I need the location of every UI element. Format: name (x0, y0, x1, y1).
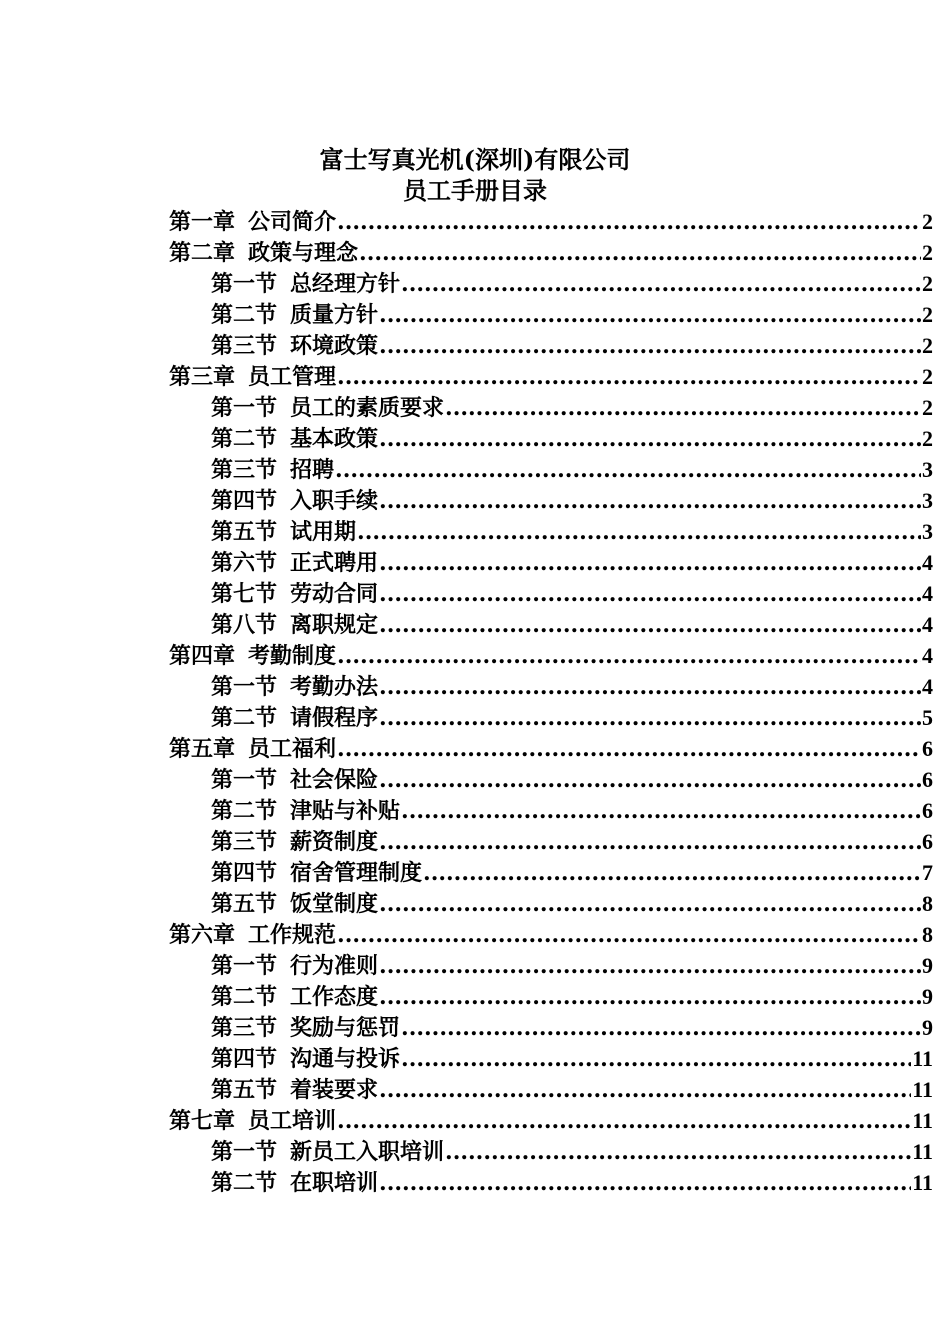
toc-leader-dots (379, 331, 921, 362)
toc-entry-section[interactable] (0, 857, 933, 888)
toc-entry-number: 第一节 (211, 953, 278, 979)
toc-entry-section[interactable] (0, 1012, 933, 1043)
toc-entry-page-number: 8 (922, 891, 933, 916)
table-of-contents (0, 206, 950, 1198)
toc-entry-label (211, 1137, 444, 1168)
toc-entry-title: 离职规定 (290, 612, 379, 638)
toc-entry-label (211, 982, 378, 1013)
toc-entry-page-number: 8 (922, 922, 933, 947)
toc-entry-number: 第一章 (169, 209, 236, 235)
document-title: 富士写真光机(深圳)有限公司 (319, 145, 631, 174)
toc-entry-section[interactable] (0, 702, 933, 733)
toc-leader-dots (379, 703, 921, 734)
toc-entry-number: 第七节 (211, 581, 278, 607)
toc-entry-label (211, 672, 378, 703)
toc-entry-label (211, 331, 378, 362)
toc-entry-chapter[interactable] (0, 206, 933, 237)
toc-entry-number: 第一节 (211, 767, 278, 793)
toc-entry-title: 社会保险 (290, 767, 379, 793)
toc-entry-page-number: 9 (922, 953, 933, 978)
toc-entry-section[interactable] (0, 1074, 933, 1105)
toc-entry-page-number: 2 (922, 364, 933, 389)
toc-entry-title: 入职手续 (290, 488, 379, 514)
toc-entry-title: 员工培训 (248, 1108, 337, 1134)
toc-entry-number: 第四章 (169, 643, 236, 669)
toc-entry-title: 请假程序 (290, 705, 379, 731)
toc-leader-dots (401, 1044, 911, 1075)
toc-entry-section[interactable] (0, 392, 933, 423)
toc-entry-section[interactable] (0, 764, 933, 795)
toc-leader-dots (379, 486, 921, 517)
toc-entry-section[interactable] (0, 423, 933, 454)
toc-entry-label (169, 920, 336, 951)
toc-entry-section[interactable] (0, 268, 933, 299)
toc-entry-title: 着装要求 (290, 1077, 379, 1103)
toc-entry-section[interactable] (0, 299, 933, 330)
toc-entry-page-number: 2 (922, 271, 933, 296)
toc-leader-dots (379, 1075, 911, 1106)
toc-leader-dots (379, 951, 921, 982)
toc-leader-dots (445, 393, 921, 424)
toc-entry-number: 第四节 (211, 1046, 278, 1072)
toc-entry-section[interactable] (0, 1043, 933, 1074)
toc-entry-chapter[interactable] (0, 733, 933, 764)
toc-entry-section[interactable] (0, 888, 933, 919)
toc-leader-dots (379, 827, 921, 858)
toc-leader-dots (379, 672, 921, 703)
toc-entry-section[interactable] (0, 826, 933, 857)
toc-entry-title: 行为准则 (290, 953, 379, 979)
toc-entry-label (211, 1044, 400, 1075)
toc-entry-page-number: 11 (912, 1139, 933, 1164)
toc-leader-dots (337, 362, 921, 393)
toc-leader-dots (379, 548, 921, 579)
toc-leader-dots (401, 796, 921, 827)
toc-entry-label (211, 300, 378, 331)
toc-entry-number: 第一节 (211, 1139, 278, 1165)
toc-entry-label (211, 579, 378, 610)
toc-entry-chapter[interactable] (0, 640, 933, 671)
toc-entry-page-number: 3 (922, 519, 933, 544)
toc-leader-dots (379, 424, 921, 455)
toc-entry-number: 第三节 (211, 333, 278, 359)
toc-entry-section[interactable] (0, 795, 933, 826)
toc-entry-page-number: 5 (922, 705, 933, 730)
toc-entry-number: 第三节 (211, 457, 278, 483)
toc-entry-number: 第二节 (211, 705, 278, 731)
toc-entry-label (169, 734, 336, 765)
toc-entry-page-number: 9 (922, 984, 933, 1009)
toc-entry-section[interactable] (0, 454, 933, 485)
toc-entry-title: 奖励与惩罚 (290, 1015, 401, 1041)
toc-entry-title: 饭堂制度 (290, 891, 379, 917)
toc-leader-dots (401, 1013, 921, 1044)
toc-entry-section[interactable] (0, 485, 933, 516)
toc-entry-number: 第五章 (169, 736, 236, 762)
toc-entry-number: 第二章 (169, 240, 236, 266)
toc-entry-page-number: 6 (922, 829, 933, 854)
toc-entry-title: 津贴与补贴 (290, 798, 401, 824)
toc-entry-title: 在职培训 (290, 1170, 379, 1196)
toc-entry-page-number: 4 (922, 581, 933, 606)
toc-leader-dots (379, 579, 921, 610)
toc-leader-dots (379, 300, 921, 331)
toc-entry-page-number: 11 (912, 1046, 933, 1071)
toc-entry-number: 第五节 (211, 891, 278, 917)
toc-entry-section[interactable] (0, 950, 933, 981)
toc-leader-dots (401, 269, 921, 300)
toc-entry-label (211, 517, 356, 548)
toc-entry-title: 沟通与投诉 (290, 1046, 401, 1072)
document-subtitle: 员工手册目录 (403, 176, 547, 205)
toc-leader-dots (337, 1106, 911, 1137)
toc-entry-label (211, 269, 400, 300)
toc-leader-dots (335, 455, 921, 486)
toc-entry-number: 第二节 (211, 984, 278, 1010)
toc-entry-label (211, 455, 334, 486)
toc-entry-section[interactable] (0, 1167, 933, 1198)
toc-leader-dots (379, 765, 921, 796)
toc-entry-number: 第二节 (211, 798, 278, 824)
toc-leader-dots (357, 517, 921, 548)
toc-entry-label (211, 1168, 378, 1199)
toc-entry-title: 员工福利 (248, 736, 337, 762)
toc-entry-page-number: 4 (922, 674, 933, 699)
toc-entry-section[interactable] (0, 671, 933, 702)
toc-entry-label (211, 1075, 378, 1106)
toc-entry-label (211, 858, 422, 889)
toc-entry-section[interactable] (0, 1136, 933, 1167)
toc-entry-number: 第一节 (211, 674, 278, 700)
toc-entry-page-number: 2 (922, 302, 933, 327)
toc-entry-title: 正式聘用 (290, 550, 379, 576)
toc-entry-label (169, 641, 336, 672)
toc-entry-label (169, 207, 336, 238)
toc-leader-dots (337, 207, 921, 238)
toc-entry-number: 第五节 (211, 519, 278, 545)
toc-entry-label (211, 951, 378, 982)
toc-entry-page-number: 4 (922, 643, 933, 668)
toc-entry-number: 第一节 (211, 271, 278, 297)
toc-entry-title: 试用期 (290, 519, 357, 545)
toc-entry-section[interactable] (0, 609, 933, 640)
toc-entry-title: 劳动合同 (290, 581, 379, 607)
toc-entry-label (211, 765, 378, 796)
toc-entry-number: 第五节 (211, 1077, 278, 1103)
toc-leader-dots (379, 1168, 911, 1199)
toc-entry-label (169, 1106, 336, 1137)
toc-leader-dots (379, 889, 921, 920)
toc-entry-title: 考勤制度 (248, 643, 337, 669)
toc-entry-number: 第一节 (211, 395, 278, 421)
toc-entry-title: 宿舍管理制度 (290, 860, 423, 886)
toc-entry-number: 第四节 (211, 860, 278, 886)
toc-leader-dots (445, 1137, 911, 1168)
toc-entry-section[interactable] (0, 981, 933, 1012)
toc-entry-chapter[interactable] (0, 919, 933, 950)
toc-entry-page-number: 3 (922, 457, 933, 482)
toc-leader-dots (359, 238, 921, 269)
toc-entry-title: 质量方针 (290, 302, 379, 328)
toc-entry-number: 第二节 (211, 302, 278, 328)
toc-leader-dots (337, 920, 921, 951)
toc-entry-title: 总经理方针 (290, 271, 401, 297)
toc-entry-label (211, 889, 378, 920)
toc-entry-number: 第三章 (169, 364, 236, 390)
toc-entry-chapter[interactable] (0, 237, 933, 268)
toc-entry-label (211, 548, 378, 579)
toc-entry-page-number: 6 (922, 736, 933, 761)
toc-entry-page-number: 2 (922, 209, 933, 234)
toc-entry-label (169, 238, 358, 269)
toc-entry-number: 第三节 (211, 829, 278, 855)
toc-entry-title: 员工的素质要求 (290, 395, 445, 421)
toc-entry-number: 第六章 (169, 922, 236, 948)
toc-entry-page-number: 2 (922, 240, 933, 265)
toc-entry-title: 招聘 (290, 457, 335, 483)
toc-leader-dots (423, 858, 921, 889)
toc-entry-chapter[interactable] (0, 361, 933, 392)
toc-entry-page-number: 7 (922, 860, 933, 885)
toc-entry-number: 第四节 (211, 488, 278, 514)
toc-entry-page-number: 6 (922, 798, 933, 823)
toc-entry-title: 公司简介 (248, 209, 337, 235)
toc-entry-section[interactable] (0, 547, 933, 578)
toc-entry-chapter[interactable] (0, 1105, 933, 1136)
toc-entry-section[interactable] (0, 330, 933, 361)
toc-entry-page-number: 11 (912, 1170, 933, 1195)
toc-entry-title: 员工管理 (248, 364, 337, 390)
toc-entry-title: 薪资制度 (290, 829, 379, 855)
toc-entry-page-number: 4 (922, 550, 933, 575)
toc-entry-label (211, 1013, 400, 1044)
toc-leader-dots (379, 610, 921, 641)
toc-entry-number: 第二节 (211, 1170, 278, 1196)
toc-entry-label (211, 393, 444, 424)
toc-entry-label (211, 486, 378, 517)
toc-entry-number: 第三节 (211, 1015, 278, 1041)
toc-entry-title: 环境政策 (290, 333, 379, 359)
toc-entry-page-number: 2 (922, 426, 933, 451)
toc-leader-dots (337, 641, 921, 672)
toc-entry-page-number: 2 (922, 395, 933, 420)
toc-entry-label (169, 362, 336, 393)
toc-entry-title: 政策与理念 (248, 240, 359, 266)
toc-entry-page-number: 2 (922, 333, 933, 358)
toc-entry-label (211, 703, 378, 734)
toc-entry-title: 新员工入职培训 (290, 1139, 445, 1165)
toc-entry-number: 第七章 (169, 1108, 236, 1134)
toc-entry-title: 工作规范 (248, 922, 337, 948)
toc-entry-number: 第八节 (211, 612, 278, 638)
toc-entry-page-number: 6 (922, 767, 933, 792)
toc-leader-dots (379, 982, 921, 1013)
toc-entry-page-number: 11 (912, 1077, 933, 1102)
toc-entry-page-number: 9 (922, 1015, 933, 1040)
toc-entry-section[interactable] (0, 516, 933, 547)
toc-entry-section[interactable] (0, 578, 933, 609)
toc-entry-label (211, 827, 378, 858)
toc-entry-label (211, 796, 400, 827)
toc-entry-label (211, 610, 378, 641)
toc-entry-title: 考勤办法 (290, 674, 379, 700)
toc-entry-label (211, 424, 378, 455)
toc-entry-title: 基本政策 (290, 426, 379, 452)
toc-entry-page-number: 4 (922, 612, 933, 637)
toc-leader-dots (337, 734, 921, 765)
toc-entry-page-number: 3 (922, 488, 933, 513)
toc-entry-number: 第二节 (211, 426, 278, 452)
toc-entry-title: 工作态度 (290, 984, 379, 1010)
toc-entry-page-number: 11 (912, 1108, 933, 1133)
toc-entry-number: 第六节 (211, 550, 278, 576)
